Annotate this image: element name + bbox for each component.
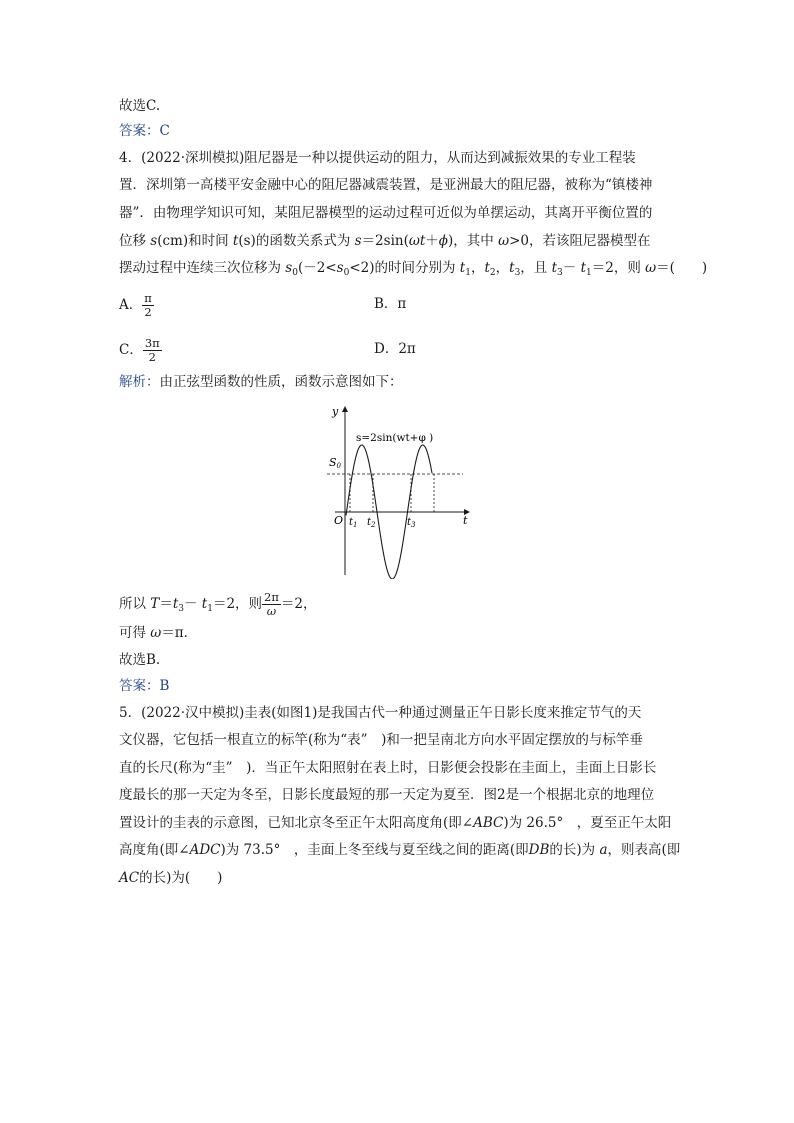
solution-line: 解析：由正弦型函数的性质，函数示意图如下： xyxy=(119,374,403,390)
question-5-line-2: 文仪器，它包括一根直立的标竿(称为“表” )和一把呈南北方向水平固定摆放的与标竿垂 xyxy=(119,732,643,748)
s0-label: S0 xyxy=(329,456,342,470)
curve-equation: s=2sin(wt+φ ) xyxy=(356,432,434,444)
solution-period-line: 所以 $T=t_3- t_1=2$，则 $\frac{2\pi}{\omega}$ ＝2， xyxy=(119,590,317,618)
question-5-line-6: 高度角(即∠ADC)为 73.5° ，圭面上冬至线与夏至线之间的距离(即DB的长)为 a，则表高(即 xyxy=(119,842,681,858)
question-5-line-3: 直的长尺(称为“圭” )．当正午太阳照射在表上时，日影便会投影在圭面上，圭面上日影长 xyxy=(119,760,657,776)
text-line: 故选C. xyxy=(119,98,161,114)
y-axis-label: y xyxy=(332,405,339,418)
origin-label: O xyxy=(334,514,344,527)
question-4-line-5: 摆动过程中连续三次位移为 $s_0(-2<s_0<2)$的时间分别为 $t_1$，$t_2$，$t_3$，且 $t_3- t_1=2$，则 ω＝( ) xyxy=(119,260,708,278)
sine-function-graph xyxy=(323,403,473,579)
question-4-line-4: 位移 s(cm)和时间 t(s)的函数关系式为 s＝2sin(ωt＋ϕ)，其中 ω>0，若该阻尼器模型在 xyxy=(119,233,651,249)
option-d: D．2π xyxy=(374,341,416,357)
answer-line: 答案：B xyxy=(119,678,170,694)
question-5-line-1: 5．(2022·汉中模拟)圭表(如图1)是我国古代一种通过测量正午日影长度来推定节气的天 xyxy=(119,705,642,721)
option-a: A． $\frac{\pi}{2}$ xyxy=(119,291,152,319)
option-c: C． $\frac{3\pi}{2}$ xyxy=(119,336,160,364)
t3-label: $t_3$ xyxy=(407,517,416,529)
question-5-line-7: AC的长)为( ) xyxy=(119,870,223,886)
question-4-line-3: 器”．由物理学知识可知，某阻尼器模型的运动过程可近似为单摆运动，其离开平衡位置的 xyxy=(119,205,653,221)
question-5-line-4: 度最长的那一天定为冬至，日影长度最短的那一天定为夏至．图2是一个根据北京的地理位 xyxy=(119,787,655,803)
t1-label: $t_1$ xyxy=(349,517,358,529)
answer-line: 答案：C xyxy=(119,123,170,139)
solution-result-line: 可得 ω＝π． xyxy=(119,625,198,641)
t2-label: $t_2$ xyxy=(367,517,376,529)
question-4-line-1: 4．(2022·深圳模拟)阻尼器是一种以提供运动的阻力，从而达到减振效果的专业工程装 xyxy=(119,150,636,166)
question-4-line-2: 置．深圳第一高楼平安金融中心的阻尼器减震装置，是亚洲最大的阻尼器，被称为“镇楼神 xyxy=(119,177,653,193)
t-axis-label: t xyxy=(463,514,468,527)
option-b: B．π xyxy=(374,296,407,312)
question-5-line-5: 置设计的圭表的示意图，已知北京冬至正午太阳高度角(即∠ABC)为 26.5° ，夏至正午太阳 xyxy=(119,815,672,831)
text-line: 故选B. xyxy=(119,652,161,668)
